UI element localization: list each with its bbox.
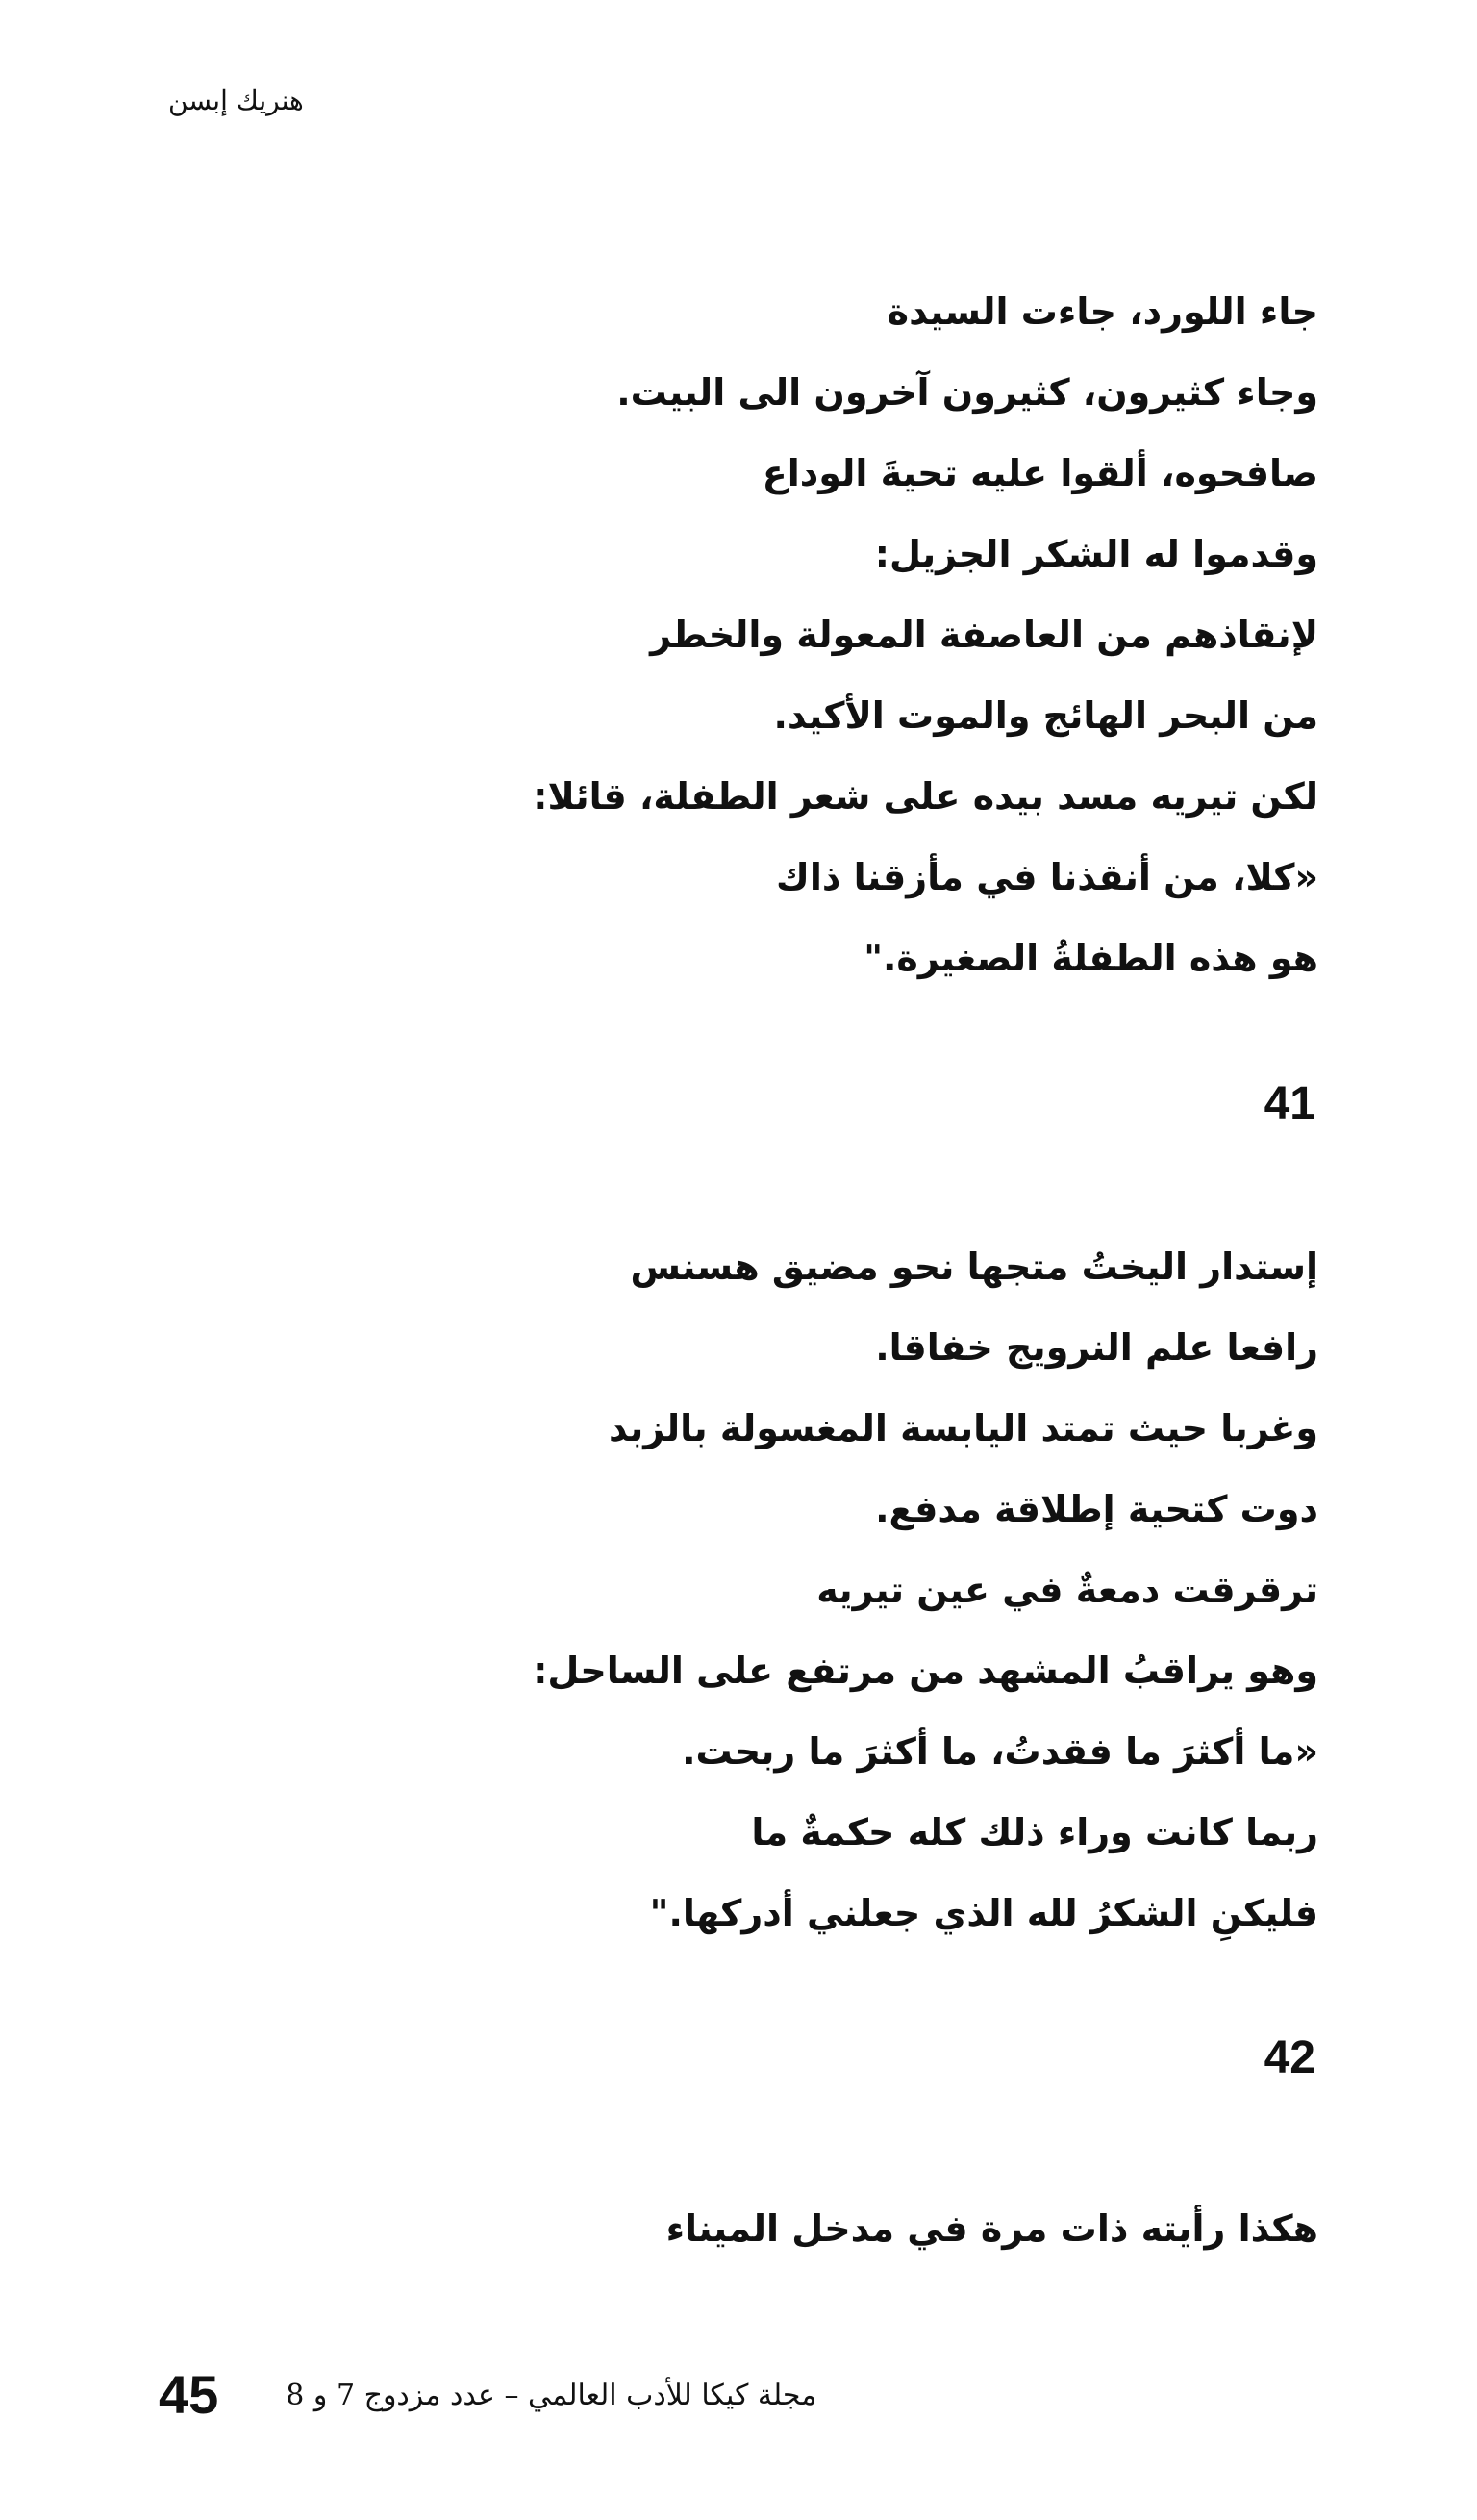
verse-line: «ما أكثرَ ما فقدتُ، ما أكثرَ ما ربحت. [682, 1730, 1318, 1773]
verse-line: فليكنِ الشكرُ لله الذي جعلني أدركها." [649, 1892, 1318, 1934]
verse-line: لكن تيريه مسد بيده على شعر الطفلة، قائلا: [533, 775, 1318, 818]
section-number-42: 42 [1264, 2032, 1315, 2083]
stanza-41 [533, 1226, 1318, 1953]
section-number-41: 41 [1264, 1078, 1315, 1129]
stanza-top [533, 271, 1318, 998]
verse-line: لإنقاذهم من العاصفة المعولة والخطر [650, 614, 1318, 656]
page-footer [159, 2364, 817, 2425]
verse-line: هو هذه الطفلةُ الصغيرة." [864, 937, 1318, 979]
verse-line: ربما كانت وراء ذلك كله حكمةٌ ما [751, 1811, 1318, 1853]
verse-line: جاء اللورد، جاءت السيدة [887, 290, 1318, 333]
verse-line: صافحوه، ألقوا عليه تحيةَ الوداع [762, 452, 1318, 494]
verse-line: وهو يراقبُ المشهد من مرتفع على الساحل: [533, 1650, 1318, 1692]
journal-info: مجلة كيكا للأدب العالمي – عدد مزدوج 7 و 8 [286, 2378, 817, 2412]
verse-line: إستدار اليختُ متجها نحو مضيق هسنس [630, 1246, 1318, 1288]
verse-line: وقدموا له الشكر الجزيل: [874, 533, 1318, 575]
verse-line: من البحر الهائج والموت الأكيد. [773, 694, 1318, 737]
verse-line: رافعا علم النرويج خفاقا. [875, 1326, 1318, 1369]
running-head-author: هنريك إبسن [168, 85, 304, 116]
verse-line: ترقرقت دمعةٌ في عين تيريه [816, 1569, 1318, 1611]
verse-line: هكذا رأيته ذات مرة في مدخل الميناء [665, 2207, 1318, 2250]
verse-line: وجاء كثيرون، كثيرون آخرون الى البيت. [616, 371, 1318, 414]
verse-line: وغربا حيث تمتد اليابسة المغسولة بالزبد [609, 1407, 1318, 1449]
verse-line: دوت كتحية إطلاقة مدفع. [875, 1488, 1318, 1530]
page-number: 45 [159, 2364, 219, 2425]
verse-line: «كلا، من أنقذنا في مأزقنا ذاك [776, 856, 1318, 898]
stanza-42 [666, 2188, 1318, 2269]
